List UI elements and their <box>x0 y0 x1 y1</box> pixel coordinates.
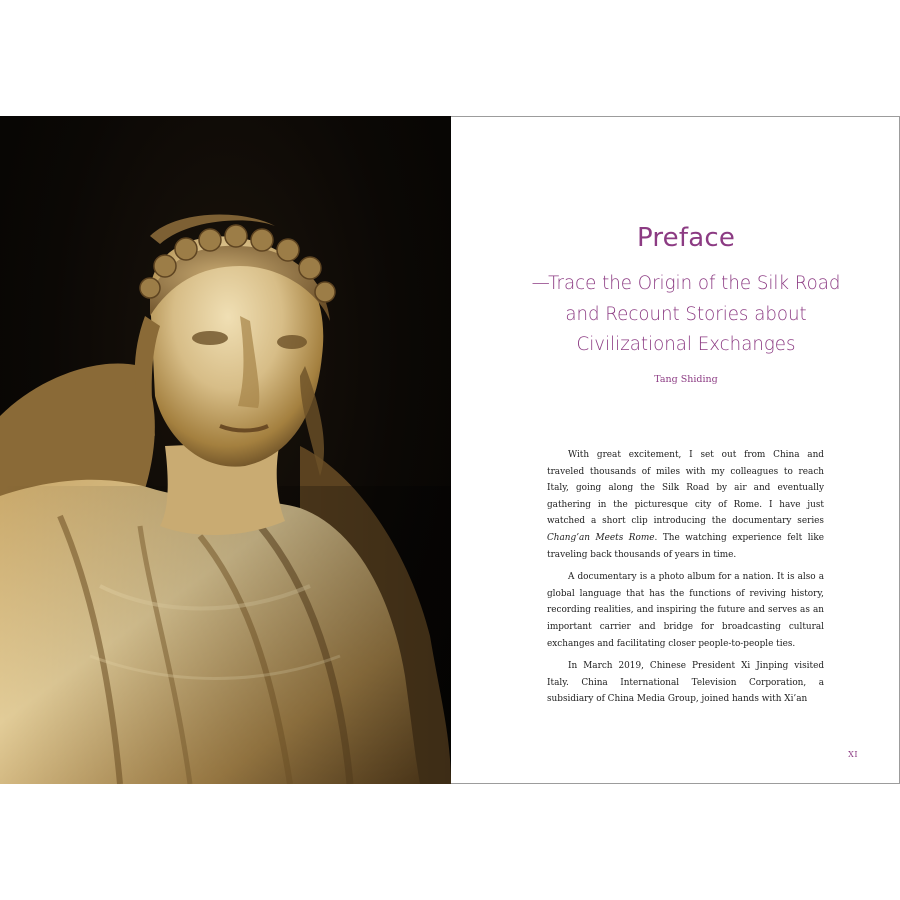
preface-subtitle: —Trace the Origin of the Silk Road and Recount Stories about Civilizational Exchanges <box>531 273 841 355</box>
preface-title: Preface <box>636 223 736 253</box>
paragraph-3: In March 2019, Chinese President Xi Jinping visited Italy. China International Television Corporation, a subsidiary of China Media Group, joined hands with Xi’an <box>547 661 824 705</box>
paragraph-2: A documentary is a photo album for a nation. It is also a global language that has the functions of reviving history, recording realities, and inspiring the future and serves as an important carrier and bridge for broadcasting cultural exchanges and facilitating closer people-to-people ties. <box>547 572 824 649</box>
paragraph-1-end: . The watching experience felt like traveling back thousands of years in time. <box>547 532 825 560</box>
author-name: Tang Shiding <box>654 374 718 385</box>
right-page <box>451 116 900 784</box>
paragraph-1 <box>547 447 824 563</box>
body-text <box>547 447 824 714</box>
statue-head <box>135 215 335 476</box>
documentary-title: Chang’an Meets Rome <box>547 532 655 543</box>
statue-illustration <box>0 116 451 784</box>
paragraph-1-text: With great excitement, I set out from China and traveled thousands of miles with my colleagues to reach Italy, going along the Silk Road by air and eventually gathering in the picturesque city of Rome. I have just watched a short clip introducing the documentary series <box>547 450 824 527</box>
left-page-photo <box>0 116 451 784</box>
book-spread <box>0 116 900 784</box>
page-number: XI <box>848 750 858 759</box>
